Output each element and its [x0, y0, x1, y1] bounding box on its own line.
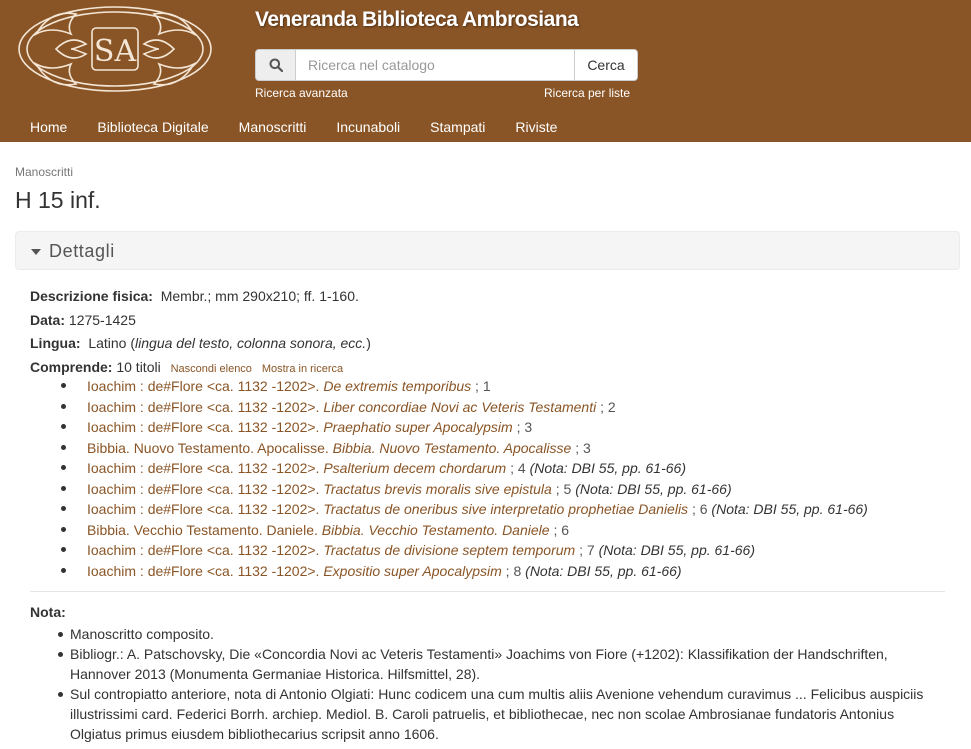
caret-down-icon: [31, 249, 41, 255]
lingua-label: Lingua:: [30, 335, 81, 351]
work-number: ; 5: [551, 480, 572, 497]
comprende-label: Comprende:: [30, 358, 113, 375]
nav-riviste[interactable]: Riviste: [515, 119, 558, 135]
work-title-link[interactable]: De extremis temporibus: [323, 378, 472, 394]
lingua-row: [30, 335, 945, 359]
work-number: ; 6: [688, 501, 708, 517]
work-item: [57, 439, 937, 460]
site-title[interactable]: Veneranda Biblioteca Ambrosiana: [255, 8, 579, 31]
search-bar: [255, 49, 638, 81]
nav-stampati[interactable]: Stampati: [430, 119, 486, 135]
details-panel-header[interactable]: [15, 231, 960, 270]
data-row: [30, 312, 945, 336]
work-note: (Nota: DBI 55, pp. 61-66): [575, 480, 732, 497]
nav-home[interactable]: Home: [30, 119, 68, 135]
work-number: ; 3: [571, 439, 591, 456]
works-list: [57, 377, 937, 582]
work-author-link[interactable]: Ioachim : de#Flore <ca. 1132 -1202>.: [87, 378, 320, 394]
nav-manoscritti[interactable]: Manoscritti: [238, 119, 307, 135]
svg-text:SA: SA: [93, 34, 137, 69]
work-item: [57, 500, 937, 521]
work-title-link[interactable]: Praephatio super Apocalypsim: [323, 419, 513, 435]
work-author-link[interactable]: Ioachim : de#Flore <ca. 1132 -1202>.: [87, 398, 320, 415]
work-author-link[interactable]: Ioachim : de#Flore <ca. 1132 -1202>.: [87, 542, 320, 558]
work-author-link[interactable]: Ioachim : de#Flore <ca. 1132 -1202>.: [87, 419, 320, 435]
work-author-link[interactable]: Ioachim : de#Flore <ca. 1132 -1202>.: [87, 562, 320, 579]
nota-label: Nota:: [30, 604, 66, 620]
work-title-link[interactable]: Bibbia. Nuovo Testamento. Apocalisse: [332, 439, 572, 456]
work-number: ; 6: [549, 521, 570, 538]
advanced-search-link[interactable]: Ricerca avanzata: [255, 86, 348, 100]
comprende-count: 10 titoli: [116, 358, 161, 375]
work-title-link[interactable]: Tractatus de oneribus sive interpretatio prophetiae Danielis: [323, 501, 689, 517]
note-item: Manoscritto composito.: [56, 624, 936, 644]
work-author-link[interactable]: Ioachim : de#Flore <ca. 1132 -1202>.: [87, 460, 320, 476]
search-button[interactable]: Cerca: [575, 49, 638, 81]
work-title-link[interactable]: Tractatus de divisione septem temporum: [323, 542, 576, 558]
work-note: (Nota: DBI 55, pp. 61-66): [598, 542, 755, 558]
search-icon: [269, 58, 283, 72]
show-in-search-link[interactable]: Mostra in ricerca: [261, 362, 344, 375]
search-input[interactable]: [296, 49, 575, 81]
work-number: ; 1: [471, 378, 491, 394]
work-item: [57, 480, 937, 501]
lingua-value: Latino (lingua del testo, colonna sonora, ecc.): [88, 335, 371, 351]
data-label: Data:: [30, 311, 66, 328]
work-author-link[interactable]: Bibbia. Nuovo Testamento. Apocalisse.: [87, 439, 329, 456]
note-item: Sul contropiatto anteriore, nota di Antonio Olgiati: Hunc codicem una cum multis aliis Avenione vehendum curavimus ... Felicibus auspiciis illustrissimi card. Federici Borrh. archiep. Mediol. B. Caroli patruelis, et bibliothecae, nec non scolae Ambrosianae fundatoris Antonius Olgiatus primus eiusdem bibliothecarius scripsit anno 1606.: [56, 684, 936, 744]
work-number: ; 8: [501, 562, 522, 579]
main-nav: [0, 112, 971, 142]
work-title-link[interactable]: Tractatus brevis moralis sive epistula: [323, 480, 552, 497]
breadcrumb[interactable]: Manoscritti: [15, 165, 74, 179]
work-title-link[interactable]: Liber concordiae Novi ac Veteris Testamenti: [323, 398, 597, 415]
work-item: [57, 459, 937, 480]
work-item: [57, 541, 937, 562]
work-item: [57, 521, 937, 542]
panel-title: Dettagli: [49, 241, 115, 261]
work-note: (Nota: DBI 55, pp. 61-66): [711, 501, 868, 517]
descrizione-label: Descrizione fisica:: [30, 288, 153, 304]
work-number: ; 2: [596, 398, 616, 415]
work-item: [57, 418, 937, 439]
ambrosiana-logo[interactable]: [16, 4, 214, 94]
data-value: 1275-1425: [68, 311, 136, 328]
work-item: [57, 398, 937, 419]
work-item: [57, 377, 937, 398]
page-title: H 15 inf.: [15, 187, 101, 213]
details-section: [30, 288, 945, 382]
nav-incunaboli[interactable]: Incunaboli: [336, 119, 401, 135]
nav-biblioteca-digitale[interactable]: Biblioteca Digitale: [97, 119, 209, 135]
search-addon: [255, 49, 296, 81]
work-number: ; 4: [506, 460, 526, 476]
hide-list-link[interactable]: Nascondi elenco: [170, 362, 252, 375]
work-number: ; 7: [575, 542, 595, 558]
descrizione-value: Membr.; mm 290x210; ff. 1-160.: [160, 288, 359, 304]
descrizione-row: [30, 288, 945, 312]
work-note: (Nota: DBI 55, pp. 61-66): [525, 562, 682, 579]
note-item: Bibliogr.: A. Patschovsky, Die «Concordia Novi ac Veteris Testamenti» Joachims von Fiore (+1202): Klassifikation der Handschriften, Hannover 2013 (Monumenta Germaniae Historica. Hilfsmittel, 28).: [56, 644, 936, 684]
work-author-link[interactable]: Ioachim : de#Flore <ca. 1132 -1202>.: [87, 480, 320, 497]
work-title-link[interactable]: Psalterium decem chordarum: [323, 460, 507, 476]
work-author-link[interactable]: Ioachim : de#Flore <ca. 1132 -1202>.: [87, 501, 320, 517]
site-header: [0, 0, 971, 142]
divider: [30, 591, 945, 592]
work-item: [57, 562, 937, 583]
work-number: ; 3: [512, 419, 533, 435]
notes-list: [56, 624, 936, 744]
list-search-link[interactable]: Ricerca per liste: [544, 86, 631, 100]
work-title-link[interactable]: Expositio super Apocalypsim: [323, 562, 502, 579]
work-author-link[interactable]: Bibbia. Vecchio Testamento. Daniele.: [87, 521, 318, 538]
work-title-link[interactable]: Bibbia. Vecchio Testamento. Daniele: [321, 521, 550, 538]
work-note: (Nota: DBI 55, pp. 61-66): [529, 460, 686, 476]
